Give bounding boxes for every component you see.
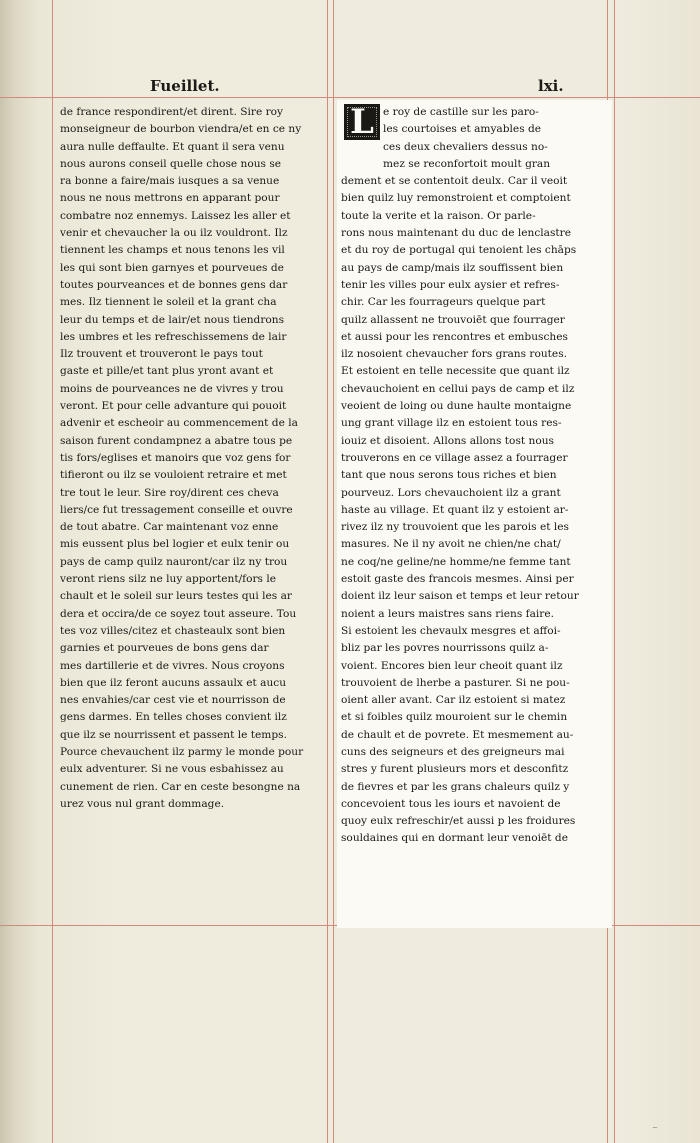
text-line: et aussi pour les rencontres et embusches	[341, 330, 568, 343]
text-line: dera et occira/de ce soyez tout asseure. Tou	[60, 607, 297, 620]
text-line: de tout abatre. Car maintenant voz enne	[60, 521, 279, 534]
text-line: tant que nous serons tous riches et bien	[341, 469, 557, 482]
folio-number: lxi.	[538, 77, 564, 95]
text-line: gens darmes. En telles choses convient ilz	[60, 711, 287, 724]
text-line: doient ilz leur saison et temps et leur retour	[341, 590, 579, 603]
left-text-column	[60, 104, 326, 813]
text-line: tifieront ou ilz se vouloient retraire et met	[60, 469, 287, 482]
text-line: stres y furent plusieurs mors et desconfitz	[341, 763, 569, 776]
right-text-column	[341, 104, 611, 848]
text-line: quilz allassent ne trouvoiēt que fourrager	[341, 313, 565, 326]
text-line: toute la verite et la raison. Or parle-	[341, 209, 536, 222]
text-line: mez se reconfortoit moult gran	[383, 157, 551, 170]
text-line: pays de camp quilz nauront/car ilz ny trou	[60, 555, 288, 568]
text-line: quoy eulx refreschir/et aussi p les froidures	[341, 815, 576, 828]
text-line: moins de pourveances ne de vivres y trou	[60, 382, 284, 395]
text-line: les umbres et les refreschissemens de lair	[60, 330, 287, 343]
text-line: rons nous maintenant du duc de lenclastre	[341, 227, 572, 240]
text-line: gaste et pille/et tant plus yront avant et	[60, 365, 274, 378]
text-line: veront. Et pour celle advanture qui pouoit	[60, 400, 287, 413]
text-line: Et estoient en telle necessite que quant ilz	[341, 365, 570, 378]
text-line: que ilz se nourrissent et passent le temps.	[60, 728, 287, 741]
text-line: nous ne nous mettrons en apparant pour	[60, 192, 280, 205]
running-header-left: Fueillet.	[150, 77, 220, 95]
text-line: voient. Encores bien leur cheoit quant ilz	[341, 659, 563, 672]
text-line: de france respondirent/et dirent. Sire roy	[60, 106, 284, 118]
corner-mark: ~	[652, 1124, 658, 1132]
text-line: garnies et pourveues de bons gens dar	[60, 642, 269, 655]
text-line: tes voz villes/citez et chasteaulx sont bien	[60, 624, 286, 637]
text-line: ces deux chevaliers dessus no-	[383, 140, 548, 153]
text-line: ne coq/ne geline/ne homme/ne femme tant	[341, 555, 571, 568]
text-line: nous aurons conseil quelle chose nous se	[60, 157, 282, 170]
text-line: trouverons en ce village assez a fourrager	[341, 451, 568, 464]
text-line: monseigneur de bourbon viendra/et en ce ny	[60, 123, 302, 136]
text-line: leur du temps et de lair/et nous tiendrons	[60, 313, 285, 326]
text-line: trouvoient de lherbe a pasturer. Si ne pou-	[341, 676, 570, 689]
text-line: e roy de castille sur les paro-	[383, 106, 539, 118]
text-line: noient a leurs maistres sans riens faire.	[341, 607, 554, 620]
text-line: aura nulle deffaulte. Et quant il sera venu	[60, 140, 285, 153]
text-line: Pource chevauchent ilz parmy le monde pour	[60, 745, 304, 758]
rule-line-outer-margin	[614, 0, 615, 1143]
text-line: de fievres et par les grans chaleurs quilz y	[341, 780, 570, 793]
text-line: veoient de loing ou dune haulte montaigne	[341, 400, 572, 413]
text-line: bien quilz luy remonstroient et comptoient	[341, 192, 571, 205]
text-line: oient aller avant. Car ilz estoient si matez	[341, 694, 566, 707]
text-line: urez vous nul grant dommage.	[60, 797, 225, 810]
text-line: eulx adventurer. Si ne vous esbahissez au	[60, 763, 284, 776]
text-line: saison furent condampnez a abatre tous pe	[60, 434, 293, 447]
text-line: iouiz et disoient. Allons allons tost nous	[341, 434, 554, 447]
text-line: mis eussent plus bel logier et eulx tenir ou	[60, 538, 290, 551]
text-line: bien que ilz feront aucuns assaulx et aucu	[60, 676, 287, 689]
text-line: estoit gaste des francois mesmes. Ainsi per	[341, 573, 574, 586]
text-line: combatre noz ennemys. Laissez les aller et	[60, 209, 291, 222]
text-line: tis fors/eglises et manoirs que voz gens for	[60, 451, 291, 464]
text-line: pourveuz. Lors chevauchoient ilz a grant	[341, 486, 561, 499]
text-line: Ilz trouvent et trouveront le pays tout	[60, 348, 263, 361]
text-line: ung grant village ilz en estoient tous res-	[341, 417, 562, 430]
text-line: ilz nosoient chevaucher fors grans routes.	[341, 348, 568, 361]
rule-line-top	[0, 97, 700, 98]
text-line: tenir les villes pour eulx aysier et refres-	[341, 278, 560, 291]
text-line: cuns des seigneurs et des greigneurs mai	[341, 745, 565, 758]
text-line: tiennent les champs et nous tenons les vil	[60, 244, 285, 257]
text-line: et si foibles quilz mouroient sur le chemin	[341, 711, 568, 724]
text-line: dement et se contentoit deulx. Car il veoit	[341, 175, 568, 188]
text-line: bliz par les povres nourrissons quilz a-	[341, 642, 549, 655]
text-line: chevauchoient en cellui pays de camp et ilz	[341, 382, 575, 395]
rule-line-left-column	[327, 0, 328, 1143]
decorated-initial-letter: L	[344, 104, 380, 140]
text-line: mes dartillerie et de vivres. Nous croyons	[60, 659, 285, 672]
text-line: tre tout le leur. Sire roy/dirent ces cheva	[60, 486, 279, 499]
text-line: advenir et escheoir au commencement de la	[60, 417, 298, 430]
text-line: venir et chevaucher la ou ilz vouldront. Ilz	[60, 227, 288, 240]
text-line: chault et le soleil sur leurs testes qui les ar	[60, 590, 292, 603]
text-line: haste au village. Et quant ilz y estoient ar-	[341, 503, 569, 516]
rule-line-left-margin	[52, 0, 53, 1143]
text-line: ra bonne a faire/mais iusques a sa venue	[60, 175, 280, 188]
text-line: toutes pourveances et de bonnes gens dar	[60, 278, 288, 291]
text-line: mes. Ilz tiennent le soleil et la grant cha	[60, 296, 277, 309]
text-line: rivez ilz ny trouvoient que les parois et les	[341, 521, 569, 534]
text-line: au pays de camp/mais ilz souffissent bien	[341, 261, 564, 274]
text-line: souldaines qui en dormant leur venoiēt de	[341, 832, 568, 845]
text-line: liers/ce fut tressagement conseille et ouvre	[60, 503, 293, 516]
rule-line-right-column	[333, 0, 334, 1143]
text-line: cunement de rien. Car en ceste besongne na	[60, 780, 301, 793]
text-line: veront riens silz ne luy apportent/fors le	[60, 573, 276, 586]
text-line: concevoient tous les iours et navoient de	[341, 797, 561, 810]
text-line: et du roy de portugal qui tenoient les chāps	[341, 244, 577, 257]
text-line: Si estoient les chevaulx mesgres et affoi-	[341, 624, 561, 637]
text-line: masures. Ne il ny avoit ne chien/ne chat/	[341, 538, 561, 551]
text-line: les qui sont bien garnyes et pourveues de	[60, 261, 284, 274]
text-line: nes envahies/car cest vie et nourrisson de	[60, 694, 286, 707]
text-line: les courtoises et amyables de	[383, 123, 542, 136]
text-line: de chault et de povrete. Et mesmement au-	[341, 728, 574, 741]
text-line: chir. Car les fourrageurs quelque part	[341, 296, 546, 309]
